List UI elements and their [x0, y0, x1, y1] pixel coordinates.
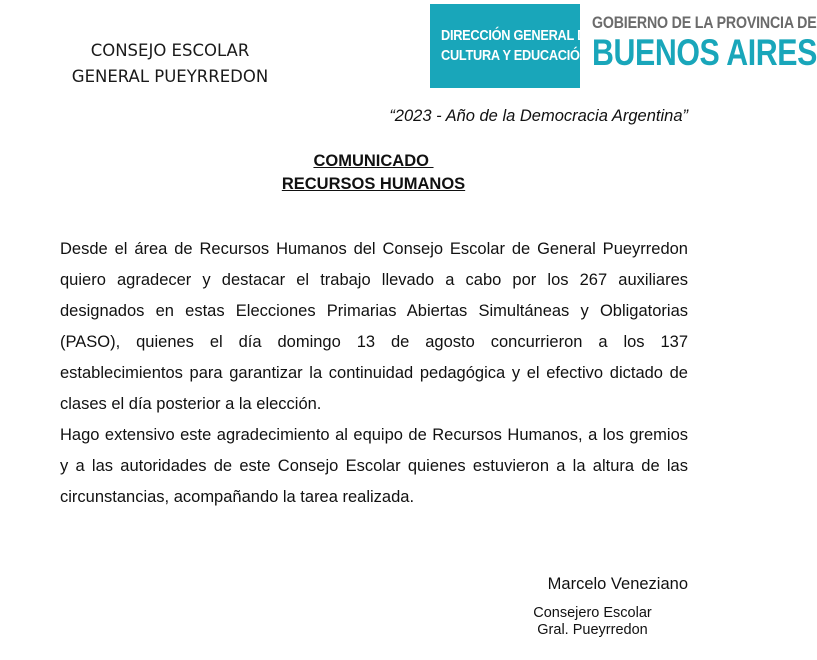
dgce-logo [430, 4, 595, 88]
heading-title: COMUNICADO [313, 152, 434, 170]
heading-subtitle: RECURSOS HUMANOS [281, 175, 466, 193]
year-motto: “2023 - Año de la Democracia Argentina” [389, 107, 688, 125]
province-logo-line1: GOBIERNO DE LA PROVINCIA DE [592, 14, 817, 32]
signature-role-line1: Consejero Escolar [533, 605, 652, 621]
signature-name: Marcelo Veneziano [547, 575, 688, 593]
province-logo-line2: BUENOS AIRES [592, 32, 817, 73]
body-paragraph-2: Hago extensivo este agradecimiento al equipo de Recursos Humanos, a los gremios y a las autoridades de este Consejo Escolar quienes estuvieron a la altura de las circunstancias, acompañando la tarea realizada. [60, 426, 688, 506]
province-logo [592, 12, 817, 73]
signature-role-line2: Gral. Pueyrredon [537, 622, 648, 638]
document-body [60, 234, 688, 513]
council-name-line1: CONSEJO ESCOLAR [90, 41, 250, 60]
dgce-logo-line2: CULTURA Y EDUCACIÓN [441, 48, 589, 64]
body-paragraph-1: Desde el área de Recursos Humanos del Consejo Escolar de General Pueyrredon quiero agradecer y destacar el trabajo llevado a cabo por los 267 auxiliares designados en estas Elecciones Primarias Abiertas Simultáneas y Obligatorias (PASO), quienes el día domingo 13 de agosto concurrieron a los 137 establecimientos para garantizar la continuidad pedagógica y el efectivo dictado de clases el día posterior a la elección. [60, 240, 688, 413]
signature-role [500, 605, 685, 639]
dgce-logo-line1: DIRECCIÓN GENERAL DE [441, 28, 595, 44]
council-header [30, 38, 310, 90]
council-name-line2: GENERAL PUEYRREDON [71, 67, 269, 86]
document-heading [180, 150, 567, 196]
